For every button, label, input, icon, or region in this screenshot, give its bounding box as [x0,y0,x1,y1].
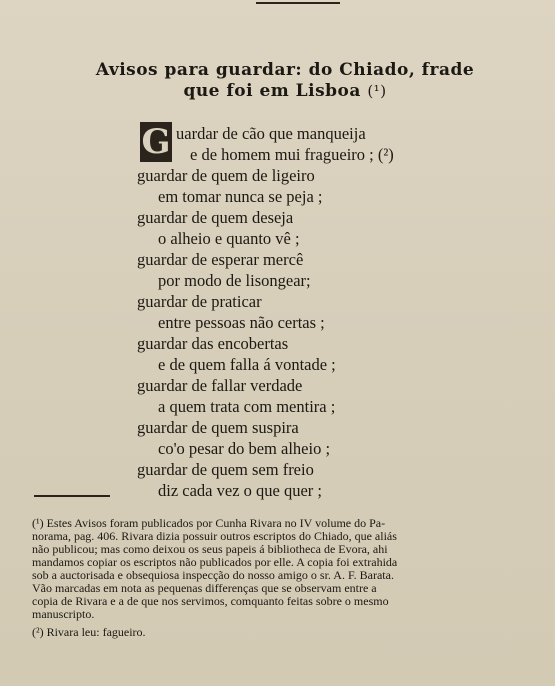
poem-line: e de quem falla á vontade ; [158,355,336,374]
poem-line: guardar de quem deseja [137,208,294,227]
poem-line: diz cada vez o que quer ; [158,481,323,500]
footnote-line: mandamos copiar os escriptos não publicados por elle. A copia foi extrahida [32,555,398,569]
poem-line: a quem trata com mentira ; [158,397,336,416]
poem-line: o alheio e quanto vê ; [158,229,300,248]
poem-line: guardar de fallar verdade [137,376,303,395]
poem-line: entre pessoas não certas ; [158,313,325,332]
poem-line: por modo de lisongear; [158,271,311,290]
footnote-line: Vão marcadas em nota as pequenas differenças que se observam entre a [32,581,377,595]
footnote-rule [34,495,110,497]
title-line-1: Avisos para guardar: do Chiado, frade [95,60,475,80]
poem-line: guardar de praticar [137,292,262,311]
poem-line: guardar das encobertas [137,334,289,353]
footnote-line: (²) Rivara leu: fagueiro. [32,625,146,639]
footnote-1 [32,517,526,621]
footnote-2 [32,626,526,639]
poem-line: guardar de quem suspira [137,418,299,437]
footnote-line: não publicou; mas como deixou os seus papeis á bibliotheca de Evora, ahi [32,542,388,556]
poem-line: em tomar nunca se peja ; [158,187,323,206]
poem-line: guardar de esperar mercê [137,250,304,269]
poem-line: guardar de quem de ligeiro [137,166,315,185]
footnote-line: manuscripto. [32,607,95,621]
footnote-line: sob a auctorisada e obsequiosa inspecção do nosso amigo o sr. A. F. Barata. [32,568,394,582]
poem-line: guardar de quem sem freio [137,460,314,479]
drop-cap-initial: G [141,122,171,162]
title-footnote-ref: (¹) [367,82,387,100]
poem-line: e de homem mui fragueiro ; (²) [190,145,394,164]
footnote-line: copia de Rivara e a de que nos servimos, comquanto feitas sobre o mesmo [32,594,389,608]
footnote-line: norama, pag. 406. Rivara dizia possuir outros escriptos do Chiado, que aliás [32,529,397,543]
title-line-2-text: que foi em Lisboa [183,81,361,101]
footnote-line: (¹) Estes Avisos foram publicados por Cunha Rivara no IV volume do Pa- [32,516,386,530]
poem-line: co'o pesar do bem alheio ; [158,439,331,458]
poem-line: uardar de cão que manqueija [176,124,366,143]
